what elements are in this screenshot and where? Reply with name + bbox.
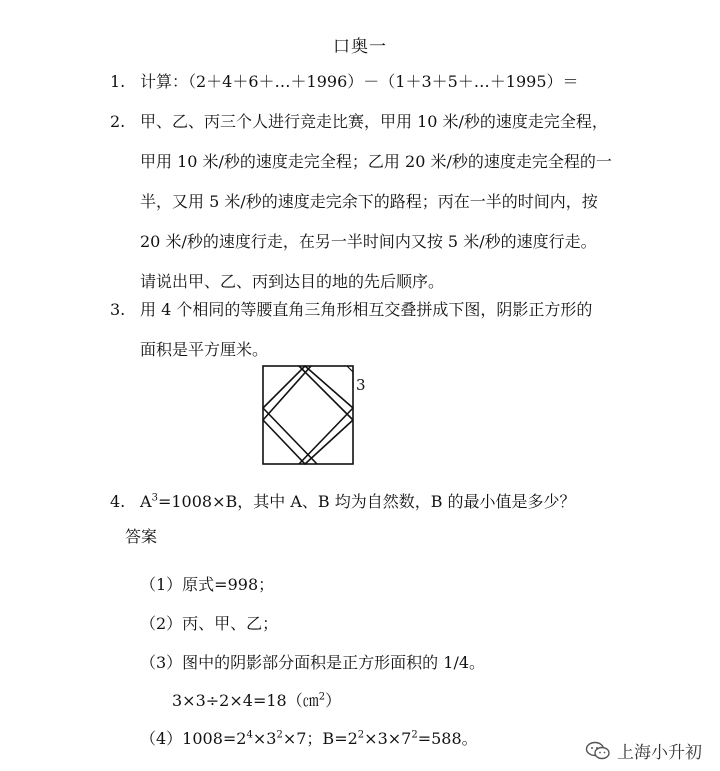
outer-square	[263, 366, 353, 464]
triangle-bottom	[263, 420, 353, 464]
question-text: 面积是平方厘米。	[140, 340, 269, 359]
dimension-label: 3	[356, 376, 366, 394]
dimension-mark	[347, 366, 353, 388]
triangle-upper-right	[299, 366, 353, 420]
question-number: 1.	[110, 72, 126, 91]
answer-3: （3）图中的阴影部分面积是正方形面积的 1/4。	[140, 653, 486, 672]
answer-4: $(4)1008=2^4\times 3^2\times 7$；$B=2^2\times 3\times 7^2=588$。	[140, 729, 478, 748]
answer-3-calc: 3×3÷2×4=18（㎝$^2$）	[172, 691, 342, 710]
question-text: $A^3=1008\times B$，其中 A、B 均为自然数，B 的最小值是多少？	[140, 492, 576, 511]
question-text: 请说出甲、乙、丙到达目的地的先后顺序。	[140, 272, 445, 291]
triangle-top	[263, 366, 353, 408]
question-number: 2.	[110, 112, 126, 131]
question-text: 用 4 个相同的等腰直角三角形相互交叠拼成下图，阴影正方形的	[140, 300, 593, 319]
answer-1: （1）原式=998；	[140, 575, 275, 594]
answers-heading: 答案	[125, 527, 158, 546]
question-text: 半，又用 5 米/秒的速度走完余下的路程；丙在一半的时间内，按	[140, 192, 598, 211]
question-text: 计算：（2＋4＋6＋…＋1996）－（1＋3＋5＋…＋1995）＝	[140, 72, 579, 91]
wechat-icon	[585, 741, 611, 761]
triangle-left	[263, 366, 311, 420]
question-text: 20 米/秒的速度行走，在另一半时间内又按 5 米/秒的速度行走。	[140, 232, 597, 251]
question-text: 甲、乙、丙三个人进行竞走比赛，甲用 10 米/秒的速度走完全程，	[140, 112, 608, 131]
question-text: 甲用 10 米/秒的速度走完全程；乙用 20 米/秒的速度走完全程的一	[140, 152, 612, 171]
question-number: 4.	[110, 492, 126, 511]
answer-2: （2）丙、甲、乙；	[140, 614, 279, 633]
question-number: 3.	[110, 300, 126, 319]
watermark	[585, 738, 702, 763]
geometry-figure	[255, 362, 375, 468]
watermark-text: 上海小升初	[617, 743, 702, 763]
page-title: 口奥一	[333, 37, 387, 57]
triangle-right	[299, 408, 353, 464]
triangle-upper-left	[263, 408, 317, 464]
